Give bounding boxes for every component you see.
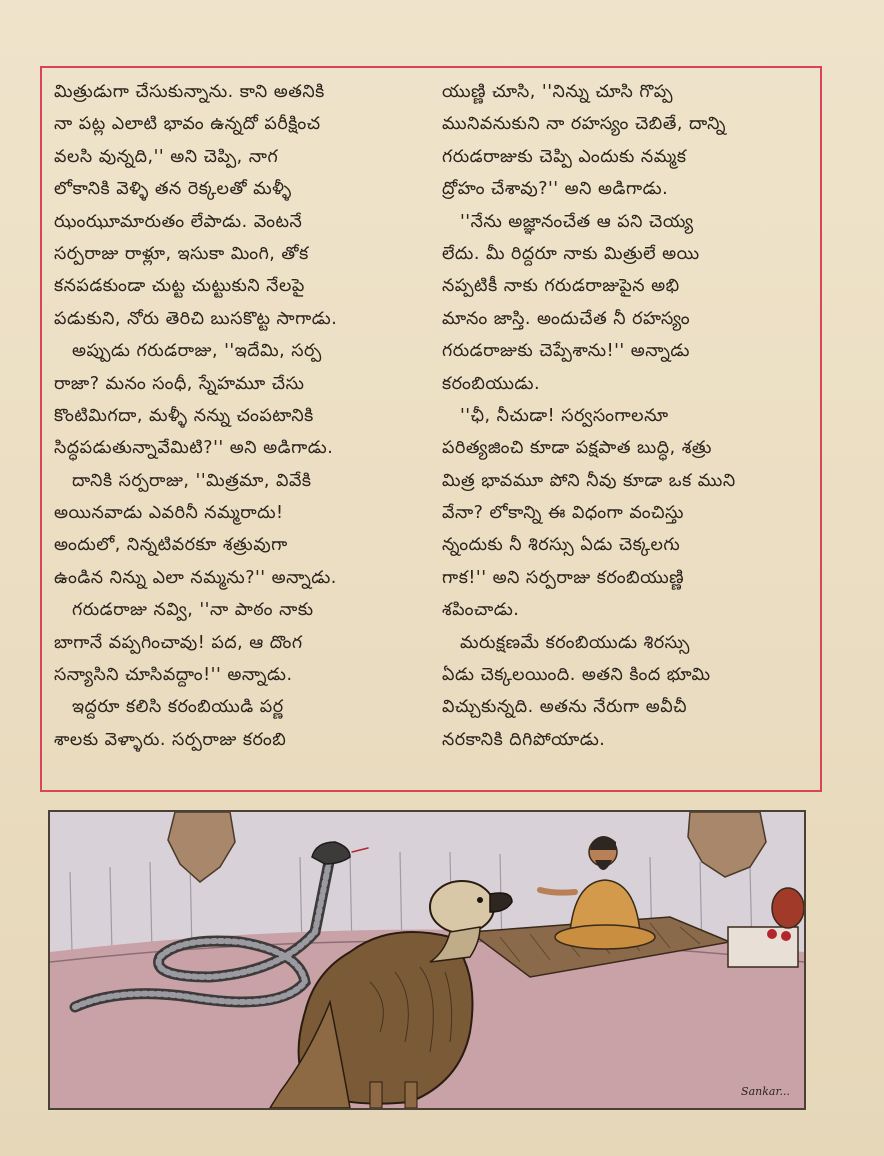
story-line: లోకానికి వెళ్ళి తన రెక్కలతో మళ్ళీ: [54, 179, 292, 200]
artist-signature: Sankar...: [741, 1085, 790, 1098]
story-line: బాగానే వప్పగించావు! పద, ఆ దొంగ: [54, 632, 303, 653]
story-line: నరకానికి దిగిపోయాడు.: [442, 729, 606, 750]
story-illustration: [48, 810, 806, 1110]
story-line: గరుడరాజుకు చెప్పి ఎందుకు నమ్మక: [442, 146, 687, 167]
story-text-frame: [40, 66, 822, 792]
story-line: శాలకు వెళ్ళారు. సర్పరాజు కరంబి: [54, 729, 287, 750]
story-line: ఇద్దరూ కలిసి కరంబియుడి పర్ణ: [72, 697, 284, 718]
story-line: వేనా? లోకాన్ని ఈ విధంగా వంచిస్తు: [442, 503, 684, 524]
story-line: మునివనుకుని నా రహస్యం చెబితే, దాన్ని: [442, 114, 726, 135]
story-line: యుణ్ణి చూసి, ''నిన్ను చూసి గొప్ప: [442, 82, 674, 102]
story-line: పరిత్యజించి కూడా పక్షపాత బుద్ధి, శత్రు: [442, 438, 712, 459]
story-line: అందులో, నిన్నటివరకూ శత్రువుగా: [54, 535, 288, 556]
story-line: మిత్ర భావమూ పోని నీవు కూడా ఒక ముని: [442, 470, 736, 491]
story-line: నప్పటికీ నాకు గరుడరాజుపైన అభి: [442, 276, 680, 297]
clay-pot: [772, 888, 804, 928]
story-line: మానం జాస్తి. అందుచేత నీ రహస్యం: [442, 308, 691, 329]
story-line: గాక!'' అని సర్పరాజు కరంబియుణ్ణి: [442, 567, 685, 588]
story-line: ఉండిన నిన్ను ఎలా నమ్మను?'' అన్నాడు.: [54, 567, 337, 588]
story-column-left: [54, 76, 419, 756]
story-line: సిద్ధపడుతున్నావేమిటి?'' అని అడిగాడు.: [54, 438, 334, 459]
story-line: న్నందుకు నీ శిరస్సు ఏడు చెక్కలగు: [442, 535, 681, 556]
story-line: ద్రోహం చేశావు?'' అని అడిగాడు.: [442, 179, 669, 200]
story-line: మిత్రుడుగా చేసుకున్నాను. కాని అతనికి: [54, 82, 325, 102]
story-line: సన్యాసిని చూసివద్దాం!'' అన్నాడు.: [54, 665, 293, 686]
story-line: సర్పరాజు రాళ్లూ, ఇసుకా మింగి, తోక: [54, 243, 309, 264]
story-line: అప్పుడు గరుడరాజు, ''ఇదేమి, సర్ప: [72, 341, 322, 362]
story-line: కొంటిమిగదా, మళ్ళీ నన్ను చంపటానికి: [54, 405, 314, 426]
story-line: నా పట్ల ఎలాటి భావం ఉన్నదో పరీక్షించ: [54, 114, 321, 135]
story-line: పడుకుని, నోరు తెరిచి బుసకొట్ట సాగాడు.: [54, 308, 338, 329]
story-line: దానికి సర్పరాజు, ''మిత్రమా, వివేకి: [72, 470, 312, 491]
story-line: గరుడరాజుకు చెప్పేశాను!'' అన్నాడు: [442, 341, 690, 362]
illustration-scene: [50, 812, 804, 1108]
story-line: కనపడకుండా చుట్ట చుట్టుకుని నేలపై: [54, 276, 305, 297]
story-column-right: [442, 76, 807, 756]
story-line: మరుక్షణమే కరంబియుడు శిరస్సు: [460, 632, 690, 653]
fruit: [781, 931, 791, 941]
story-line: ఝంఝూమారుతం లేపాడు. వెంటనే: [54, 211, 303, 232]
fruit: [767, 929, 777, 939]
story-line: ఏడు చెక్కలయింది. అతని కింద భూమి: [442, 665, 711, 686]
story-line: అయినవాడు ఎవరినీ నమ్మరాదు!: [54, 503, 284, 524]
story-line: శపించాడు.: [442, 600, 520, 621]
story-line: రాజా? మనం సంధీ, స్నేహమూ చేసు: [54, 373, 305, 394]
story-line: కరంబియుడు.: [442, 373, 541, 394]
story-line: విచ్చుకున్నది. అతను నేరుగా అవీచీ: [442, 697, 688, 718]
story-line: లేదు. మీ రిద్దరూ నాకు మిత్రులే అయి: [442, 243, 700, 264]
story-line: ''ఛీ, నీచుడా! సర్వసంగాలనూ: [460, 405, 669, 426]
story-line: గరుడరాజు నవ్వి, ''నా పాఠం నాకు: [72, 600, 314, 621]
story-line: వలసి వున్నది,'' అని చెప్పి, నాగ: [54, 146, 279, 167]
story-line: ''నేను అజ్ఞానంచేత ఆ పని చెయ్య: [460, 211, 694, 232]
